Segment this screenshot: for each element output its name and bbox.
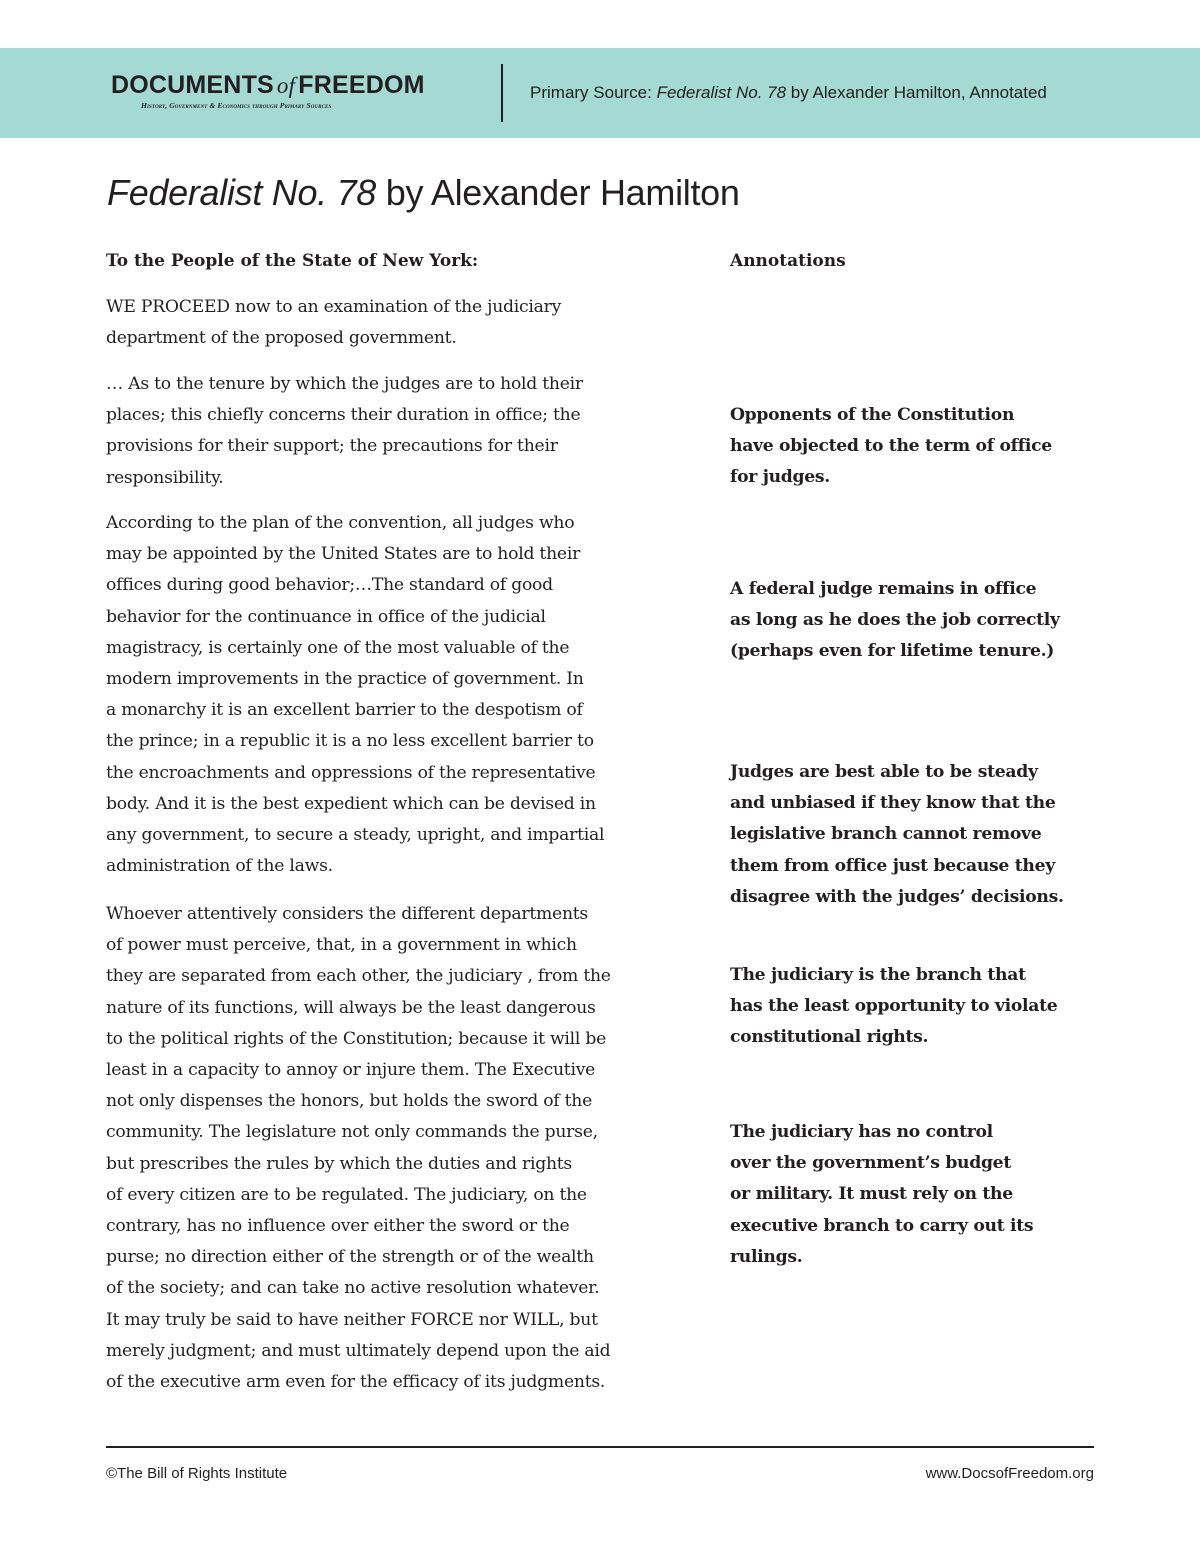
annotation-line: (perhaps even for lifetime tenure.): [730, 641, 1055, 662]
text-line: purse; no direction either of the strength or of the wealth: [106, 1247, 594, 1268]
text-line: they are separated from each other, the judiciary , from the: [106, 966, 611, 987]
text-line: Whoever attentively considers the different departments: [106, 904, 589, 924]
annotation-2: [730, 574, 1110, 668]
logo-word-of: of: [276, 73, 296, 98]
footer-website: www.DocsofFreedom.org: [925, 1465, 1094, 1482]
text-line: community. The legislature not only commands the purse,: [106, 1122, 598, 1143]
annotation-line: executive branch to carry out its: [730, 1215, 1034, 1236]
text-line: behavior for the continuance in office of the judicial: [106, 606, 546, 627]
text-line: According to the plan of the convention, all judges who: [106, 513, 575, 533]
text-line: of every citizen are to be regulated. The judiciary, on the: [106, 1184, 587, 1205]
text-line: any government, to secure a steady, upright, and impartial: [106, 825, 605, 846]
text-line: places; this chiefly concerns their duration in office; the: [106, 405, 581, 426]
salutation-heading: To the People of the State of New York:: [106, 251, 479, 271]
text-line: nature of its functions, will always be the least dangerous: [106, 997, 596, 1018]
text-line: may be appointed by the United States are to hold their: [106, 544, 581, 565]
text-line: WE PROCEED now to an examination of the judiciary: [106, 297, 562, 317]
annotation-1: [730, 400, 1110, 494]
annotation-line: disagree with the judges’ decisions.: [730, 886, 1064, 907]
annotation-line: for judges.: [730, 467, 830, 488]
header-band: [0, 48, 1200, 138]
text-line: magistracy, is certainly one of the most valuable of the: [106, 637, 570, 658]
text-line: merely judgment; and must ultimately depend upon the aid: [106, 1340, 611, 1361]
text-line: administration of the laws.: [106, 856, 333, 877]
annotation-line: over the government’s budget: [730, 1153, 1011, 1174]
documents-of-freedom-logo: [111, 70, 425, 110]
text-line: least in a capacity to annoy or injure them. The Executive: [106, 1060, 596, 1081]
paragraph-2: [106, 369, 681, 494]
paragraph-3: [106, 508, 681, 882]
annotation-4: [730, 960, 1110, 1054]
text-line: It may truly be said to have neither FORCE nor WILL, but: [106, 1309, 598, 1330]
text-line: to the political rights of the Constitution; because it will be: [106, 1028, 607, 1049]
text-line: not only dispenses the honors, but holds the sword of the: [106, 1091, 593, 1112]
annotation-5: [730, 1117, 1110, 1273]
paragraph-4: [106, 899, 681, 1398]
source-title: Federalist No. 78: [656, 83, 787, 102]
footer-rule: [106, 1446, 1094, 1448]
header-divider: [501, 64, 503, 122]
text-line: modern improvements in the practice of government. In: [106, 669, 584, 690]
text-line: the encroachments and oppressions of the representative: [106, 762, 596, 783]
text-line: a monarchy it is an excellent barrier to the despotism of: [106, 700, 583, 721]
annotation-line: The judiciary is the branch that: [730, 965, 1026, 985]
annotation-line: rulings.: [730, 1246, 803, 1267]
logo-tagline: History, Government & Economics through Primary Sources: [141, 101, 332, 110]
annotation-line: A federal judge remains in office: [730, 579, 1037, 599]
annotation-line: them from office just because they: [730, 855, 1055, 876]
annotation-line: Opponents of the Constitution: [730, 405, 1015, 425]
text-line: body. And it is the best expedient which can be devised in: [106, 793, 596, 814]
text-line: provisions for their support; the precautions for their: [106, 436, 558, 457]
logo-word-documents: DOCUMENTS: [111, 71, 274, 99]
annotation-line: and unbiased if they know that the: [730, 793, 1056, 814]
annotation-line: legislative branch cannot remove: [730, 824, 1042, 845]
text-line: department of the proposed government.: [106, 328, 457, 349]
annotation-line: has the least opportunity to violate: [730, 996, 1058, 1017]
annotation-line: constitutional rights.: [730, 1027, 929, 1048]
logo-word-freedom: FREEDOM: [298, 71, 425, 99]
annotation-3: [730, 757, 1110, 913]
footer-copyright: ©The Bill of Rights Institute: [106, 1465, 288, 1482]
annotation-line: Judges are best able to be steady: [730, 762, 1038, 782]
annotation-line: have objected to the term of office: [730, 436, 1052, 457]
primary-source-label: [530, 83, 1047, 103]
text-line: of the executive arm even for the efficacy of its judgments.: [106, 1372, 606, 1393]
title-italic-part: Federalist No. 78: [107, 172, 377, 213]
text-line: contrary, has no influence over either the sword or the: [106, 1216, 570, 1237]
text-line: but prescribes the rules by which the duties and rights: [106, 1153, 572, 1174]
paragraph-1: [106, 292, 681, 354]
logo-wordmark: [111, 70, 425, 101]
text-line: the prince; in a republic it is a no less excellent barrier to: [106, 731, 594, 752]
annotation-line: The judiciary has no control: [730, 1122, 993, 1142]
text-line: of the society; and can take no active resolution whatever.: [106, 1278, 600, 1299]
annotation-line: or military. It must rely on the: [730, 1184, 1013, 1205]
title-rest: by Alexander Hamilton: [376, 172, 740, 213]
text-line: offices during good behavior;…The standard of good: [106, 575, 553, 596]
document-title: [107, 172, 740, 214]
annotation-line: as long as he does the job correctly: [730, 610, 1060, 631]
annotations-heading: Annotations: [730, 251, 846, 271]
text-line: responsibility.: [106, 467, 224, 488]
text-line: of power must perceive, that, in a government in which: [106, 935, 577, 956]
source-prefix: Primary Source:: [530, 83, 657, 102]
source-suffix: by Alexander Hamilton, Annotated: [786, 83, 1047, 102]
text-line: … As to the tenure by which the judges are to hold their: [106, 374, 583, 394]
